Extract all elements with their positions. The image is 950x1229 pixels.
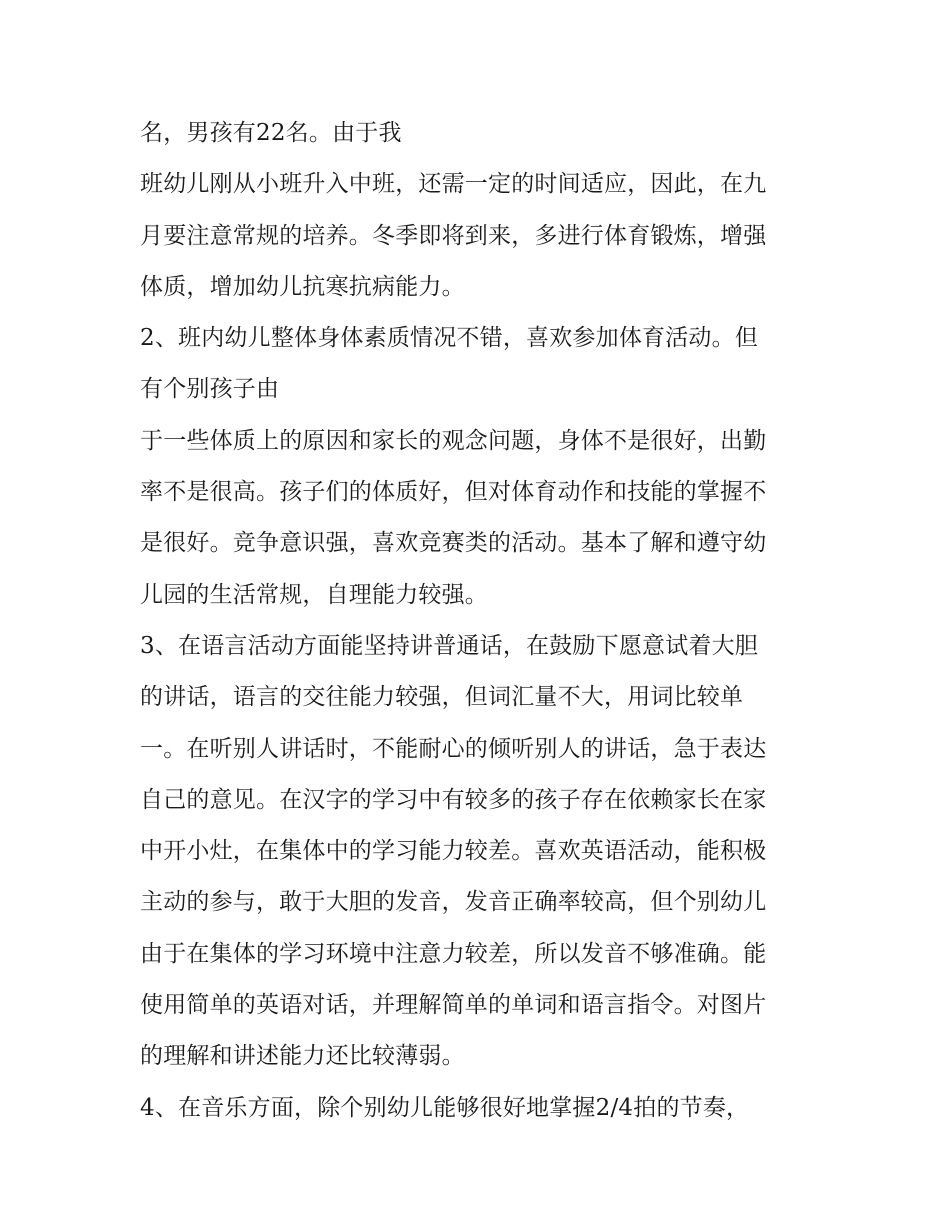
text-line: 3、在语言活动方面能坚持讲普通话，在鼓励下愿意试着大胆: [140, 632, 759, 659]
text-line: 名，男孩有22名。由于我: [140, 120, 402, 146]
text-line: 的理解和讲述能力还比较薄弱。: [140, 1043, 465, 1070]
text-line: 体质，增加幼儿抗寒抗病能力。: [140, 273, 465, 300]
text-line: 4、在音乐方面，除个别幼儿能够很好地掌握2/4拍的节奏，: [140, 1094, 750, 1121]
text-line: 于一些体质上的原因和家长的观念问题，身体不是很好，出勤: [140, 427, 767, 454]
body-text: [140, 108, 830, 1134]
text-line: 2、班内幼儿整体身体素质情况不错，喜欢参加体育活动。但: [140, 325, 759, 352]
text-line: 的讲话，语言的交往能力较强，但词汇量不大，用词比较单: [140, 684, 744, 711]
text-line: 儿园的生活常规，自理能力较强。: [140, 581, 488, 608]
text-line: 由于在集体的学习环境中注意力较差，所以发音不够准确。能: [140, 940, 767, 967]
text-line: 率不是很高。孩子们的体质好，但对体育动作和技能的掌握不: [140, 479, 767, 506]
text-line: 自己的意见。在汉字的学习中有较多的孩子存在依赖家长在家: [140, 786, 767, 813]
text-line: 一。在听别人讲话时，不能耐心的倾听别人的讲话，急于表达: [140, 735, 767, 762]
text-line: 中开小灶，在集体中的学习能力较差。喜欢英语活动，能积极: [140, 838, 767, 865]
text-line: 月要注意常规的培养。冬季即将到来，多进行体育锻炼，增强: [140, 222, 767, 249]
text-line: 班幼儿刚从小班升入中班，还需一定的时间适应，因此，在九: [140, 171, 767, 198]
text-line: 主动的参与，敢于大胆的发音，发音正确率较高，但个别幼儿: [140, 889, 767, 916]
text-line: 是很好。竞争意识强，喜欢竞赛类的活动。基本了解和遵守幼: [140, 530, 767, 557]
text-line: 使用简单的英语对话，并理解简单的单词和语言指令。对图片: [140, 992, 767, 1019]
text-line: 有个别孩子由: [140, 376, 280, 403]
